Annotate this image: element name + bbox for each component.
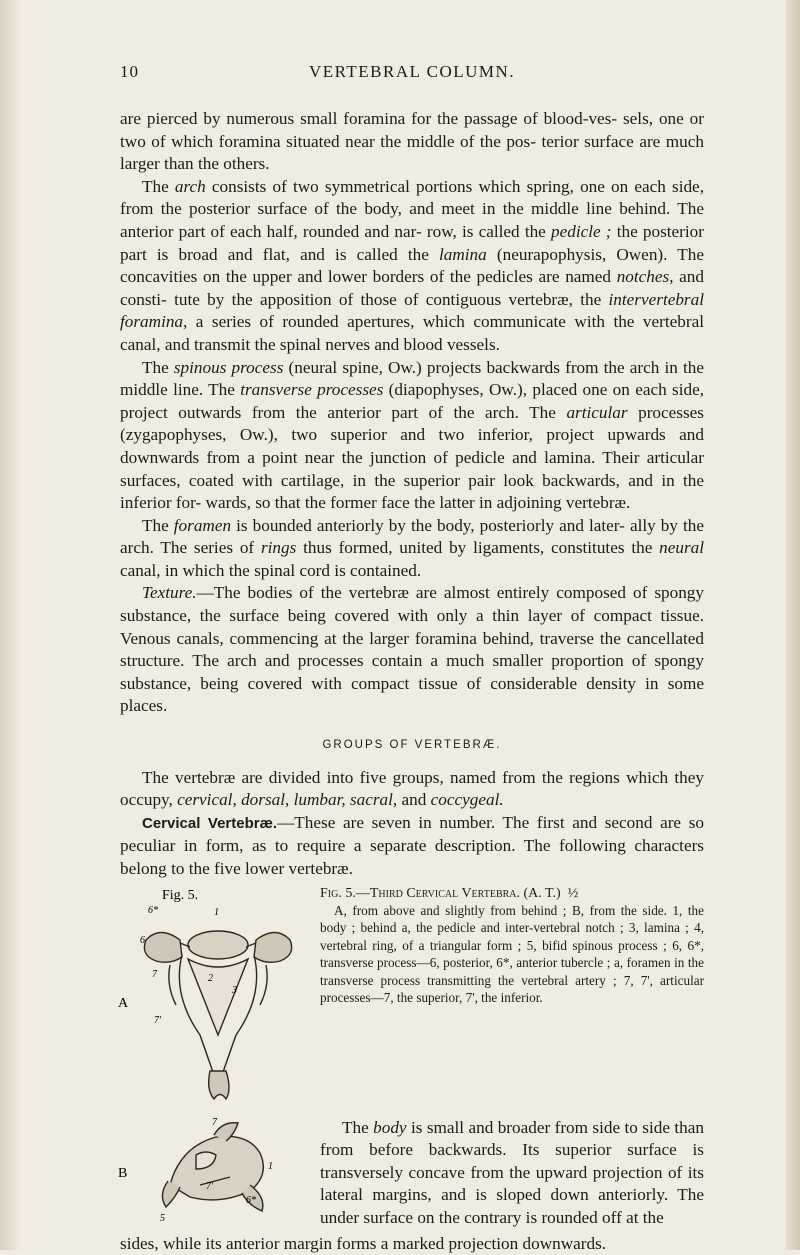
text-run: consists of two symmetrical portions which spring, one on each side, from the posterior surface of the body, and meet in the middle line behind. The anterior part of each half, rounded and nar- row, is called the [120, 176, 704, 241]
paragraph-texture [120, 582, 704, 718]
text-run: —These are seven in number. The first and second are so peculiar in form, as to require a separate description. The following characters belong to the five lower vertebræ. [120, 812, 704, 878]
term-coccygeal: coccygeal. [430, 790, 504, 810]
caption-title [320, 885, 704, 902]
term-texture: Texture. [142, 583, 197, 603]
text-run: The [342, 1117, 374, 1137]
text-run: canal, in which the spinal cord is contained. [120, 560, 422, 580]
term-pedicle: pedicle ; [551, 221, 612, 241]
text-run: is bounded anteriorly by the body, posteriorly and later- ally by the arch. The series of [120, 515, 704, 558]
paragraph-cervical [120, 812, 704, 881]
paragraph-arch [120, 176, 704, 357]
term-rings: rings [260, 538, 297, 558]
view-a-drawing [144, 931, 291, 1099]
figure-number: 7 [212, 1116, 217, 1128]
figure-number: 7' [206, 1180, 214, 1192]
figure-number: 1 [268, 1160, 273, 1172]
text-run: (diapophyses, Ow.), placed one on each side, project outwards from the anterior part of the arch. The [120, 380, 704, 422]
term-lamina: lamina [439, 244, 487, 264]
paragraph-processes [120, 357, 704, 515]
figure-label: Fig. 5. [162, 887, 199, 903]
figure-number: 7' [154, 1014, 162, 1026]
term-arch: arch [174, 176, 206, 196]
figure-number: 7 [152, 968, 157, 980]
text-run: (neural spine, Ow.) projects backwards from the arch in the middle line. The [120, 357, 704, 400]
figure-number: 3 [232, 984, 237, 996]
vertebra-illustration [110, 885, 320, 1233]
figure-number: 6 [140, 934, 145, 946]
text-run: thus formed, united by ligaments, constitutes the [296, 538, 660, 558]
page-body [120, 108, 704, 1255]
term-transverse-processes: transverse processes [240, 380, 384, 400]
caption-title-text: Fig. 5.—Third Cervical Vertebra. (A. T.) [320, 885, 561, 901]
term-dorsal: dorsal, [241, 790, 290, 810]
page-number: 10 [120, 62, 139, 81]
text-run: is small and broader from side to side than from before backwards. Its superior surface is transversely concave from the upward projection of its lateral margins, and is sloped down anteriorly. The under surface on the contrary is rounded off at the [320, 1117, 704, 1227]
view-a-label: A [118, 995, 129, 1011]
text-run: The [142, 515, 174, 535]
text-run: and [397, 790, 431, 810]
text-run: The vertebræ are divided into five groups, named from the regions which they occupy, [120, 767, 704, 810]
caption-scale: ½ [567, 885, 579, 901]
term-cervical: cervical, [177, 790, 237, 810]
paragraph-foramina [120, 108, 704, 176]
figure-number: 6* [148, 904, 158, 916]
term-notches: notches, [616, 267, 674, 287]
text-run: are pierced by numerous small foramina for the passage of blood-ves- sels, one or two of which foramina situated near the middle of the pos- terior surface are much larger than the others. [120, 109, 704, 174]
text-run: (neurapophysis, Owen). The concavities on the upper and lower borders of the pedicles are named [120, 244, 704, 287]
text-run: and consti- tute by the apposition of those of contiguous vertebræ, the [120, 267, 704, 309]
term-spinous-process: spinous process [173, 357, 284, 377]
figure-number: 1 [214, 906, 219, 918]
text-run: The [142, 357, 174, 377]
subsection-lead: Cervical Vertebræ. [142, 814, 278, 832]
term-articular: articular [566, 402, 628, 422]
caption-body: A, from above and slightly from behind ; B, from the side. 1, the body ; behind a, the pedicle and inter-vertebral notch ; 3, lamina ; 4, vertebral ring, of a triangular form ; 5, bifid spinous process ; 6, 6*, transverse process—6, posterior, 6*, anterior tubercle ; a, foramen in the transverse process transmitting the vertebral artery ; 7, 7', articular processes—7, the superior, 7', the inferior. [320, 903, 704, 1006]
paragraph-continuation: sides, while its anterior margin forms a marked projection downwards. [120, 1233, 607, 1253]
term-lumbar: lumbar, [293, 790, 346, 810]
page-edge [786, 0, 800, 1250]
term-foramen: foramen [173, 515, 232, 535]
figure-caption [320, 885, 704, 1007]
figure-5 [120, 885, 704, 1233]
section-heading: GROUPS OF VERTEBRÆ. [322, 739, 502, 752]
term-sacral: sacral, [349, 790, 398, 810]
text-run: the posterior part is broad and flat, and is called the [120, 221, 704, 264]
page-gutter-shadow [0, 0, 22, 1250]
term-neural: neural [659, 538, 705, 558]
figure-number: 2 [208, 972, 213, 984]
term-intervertebral-foramina: intervertebral foramina, [120, 289, 704, 332]
running-title: VERTEBRAL COLUMN. [308, 62, 516, 81]
text-run: —The bodies of the vertebræ are almost entirely composed of spongy substance, the surface being covered with only a thin layer of compact tissue. Venous canals, commencing at the larger foramina behind, traverse the cancellated structure. The arch and processes contain a much smaller proportion of spongy substance, being covered with compact tissue of considerable density in some places. [120, 583, 704, 716]
view-b-label: B [118, 1165, 128, 1181]
figure-number: 5 [160, 1212, 165, 1224]
paragraph-foramen [120, 515, 704, 583]
page-header [120, 62, 704, 92]
term-body: body [373, 1117, 407, 1137]
paragraph-body-description [320, 1117, 704, 1230]
figure-number: 6* [246, 1194, 256, 1206]
paragraph-groups [120, 767, 704, 812]
text-run: processes (zygapophyses, Ow.), two superior and two inferior, project upwards and downwards from a point near the junction of pedicle and lamina. Their articular surfaces, coated with cartilage, in the superior pair look backwards, and in the inferior for- wards, so that the former face the latter in adjoining vertebræ. [120, 402, 704, 513]
text-run: a series of rounded apertures, which communicate with the vertebral canal, and transmit the spinal nerves and blood vessels. [120, 312, 704, 354]
text-run: The [142, 176, 175, 196]
